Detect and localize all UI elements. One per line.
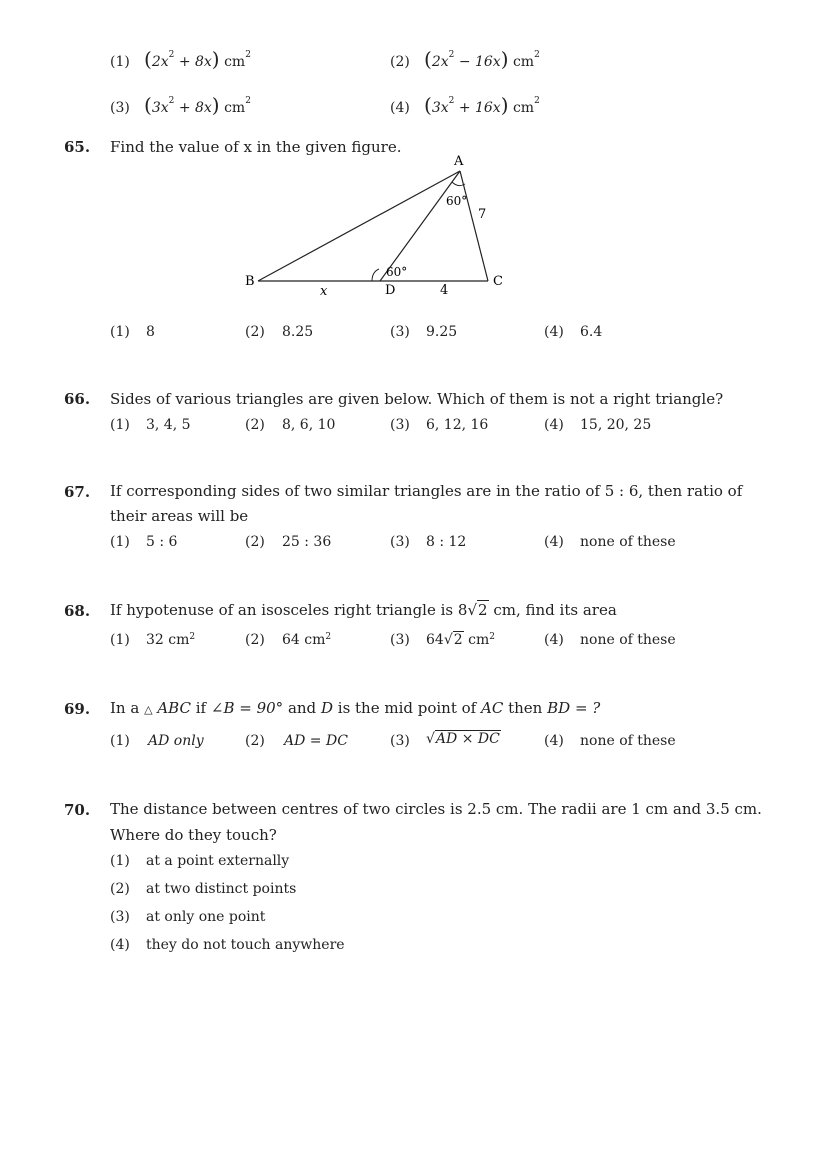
option-number: (2) [245, 324, 265, 340]
question-number: 68. [64, 602, 91, 620]
option-number: (3) [390, 534, 410, 550]
option-value: 8.25 [282, 324, 314, 340]
segment-bd-label: x [320, 284, 328, 299]
option-number: (4) [544, 324, 564, 340]
option-number: (1) [110, 632, 130, 648]
q64-option-1-number: (1) [110, 54, 130, 70]
option-value: 6.4 [580, 324, 603, 340]
option-value: AD = DC [284, 733, 348, 749]
option-number: (2) [245, 733, 265, 749]
option-value: 64√2 $cm^2$ [426, 632, 495, 648]
option-number: (2) [245, 632, 265, 648]
option-value: AD only [148, 733, 204, 749]
vertex-a-label: A [454, 154, 464, 169]
question-text: In a △ ABC if ∠B = 90° and D is the mid point of AC then BD = ? [110, 699, 601, 717]
option-value: 15, 20, 25 [580, 417, 652, 433]
option-number: (4) [110, 937, 130, 953]
option-value: 64 $cm^2$ [282, 632, 332, 648]
option-value: 6, 12, 16 [426, 417, 489, 433]
option-value: 3, 4, 5 [146, 417, 191, 433]
question-number: 69. [64, 700, 91, 718]
q64-option-2-number: (2) [390, 54, 410, 70]
option-value: they do not touch anywhere [146, 937, 345, 953]
option-number: (3) [110, 909, 130, 925]
side-ac [460, 171, 488, 281]
option-number: (2) [110, 881, 130, 897]
question-text: If hypotenuse of an isosceles right triangle is 8√2 cm, find its area [110, 601, 617, 619]
option-value: 8 [146, 324, 155, 340]
option-value: 5 : 6 [146, 534, 178, 550]
q64-option-2-value: $(2x^2 - 16x)$ $cm^2$ [424, 47, 540, 71]
segment-dc-label: 4 [440, 283, 449, 298]
option-value: √AD × DC [426, 731, 500, 747]
option-value: 8, 6, 10 [282, 417, 336, 433]
q64-option-4-value: $(3x^2 + 16x)$ $cm^2$ [424, 93, 540, 117]
option-number: (1) [110, 534, 130, 550]
question-text-line-1: If corresponding sides of two similar triangles are in the ratio of 5 : 6, then ratio of [110, 482, 743, 500]
option-number: (4) [544, 733, 564, 749]
option-number: (2) [245, 417, 265, 433]
question-number: 67. [64, 483, 91, 501]
option-number: (2) [245, 534, 265, 550]
question-text-line-2: their areas will be [110, 507, 249, 525]
triangle-figure [230, 150, 530, 300]
option-number: (3) [390, 324, 410, 340]
q64-option-4-number: (4) [390, 100, 410, 116]
option-number: (4) [544, 534, 564, 550]
q64-option-3-number: (3) [110, 100, 130, 116]
question-number: 65. [64, 138, 91, 156]
option-number: (1) [110, 417, 130, 433]
option-number: (3) [390, 733, 410, 749]
side-ab [258, 171, 460, 281]
option-number: (3) [390, 632, 410, 648]
question-text: Sides of various triangles are given below. Which of them is not a right triangle? [110, 390, 724, 408]
angle-d-arc [372, 269, 379, 281]
option-value: 9.25 [426, 324, 458, 340]
option-value: at a point externally [146, 853, 290, 869]
option-value: 25 : 36 [282, 534, 332, 550]
vertex-c-label: C [493, 274, 503, 289]
option-number: (4) [544, 417, 564, 433]
question-text-line-1: The distance between centres of two circles is 2.5 cm. The radii are 1 cm and 3.5 cm. [110, 800, 762, 818]
option-value: none of these [580, 534, 676, 550]
question-text: Find the value of x in the given figure. [110, 138, 402, 156]
angle-a-label: 60° [446, 194, 468, 208]
q64-option-3-value: $(3x^2 + 8x)$ $cm^2$ [144, 93, 251, 117]
question-number: 66. [64, 390, 91, 408]
option-number: (4) [544, 632, 564, 648]
option-number: (1) [110, 324, 130, 340]
side-ac-label: 7 [478, 207, 487, 222]
option-value: none of these [580, 632, 676, 648]
option-number: (1) [110, 733, 130, 749]
option-number: (3) [390, 417, 410, 433]
option-value: 8 : 12 [426, 534, 467, 550]
question-number: 70. [64, 801, 91, 819]
q64-option-1-value: $(2x^2 + 8x)$ $cm^2$ [144, 47, 251, 71]
option-value: at two distinct points [146, 881, 297, 897]
point-d-label: D [385, 283, 396, 298]
angle-d-label: 60° [386, 265, 408, 279]
question-text-line-2: Where do they touch? [110, 826, 277, 844]
option-value: none of these [580, 733, 676, 749]
option-number: (1) [110, 853, 130, 869]
option-value: 32 $cm^2$ [146, 632, 196, 648]
vertex-b-label: B [245, 274, 255, 289]
option-value: at only one point [146, 909, 266, 925]
